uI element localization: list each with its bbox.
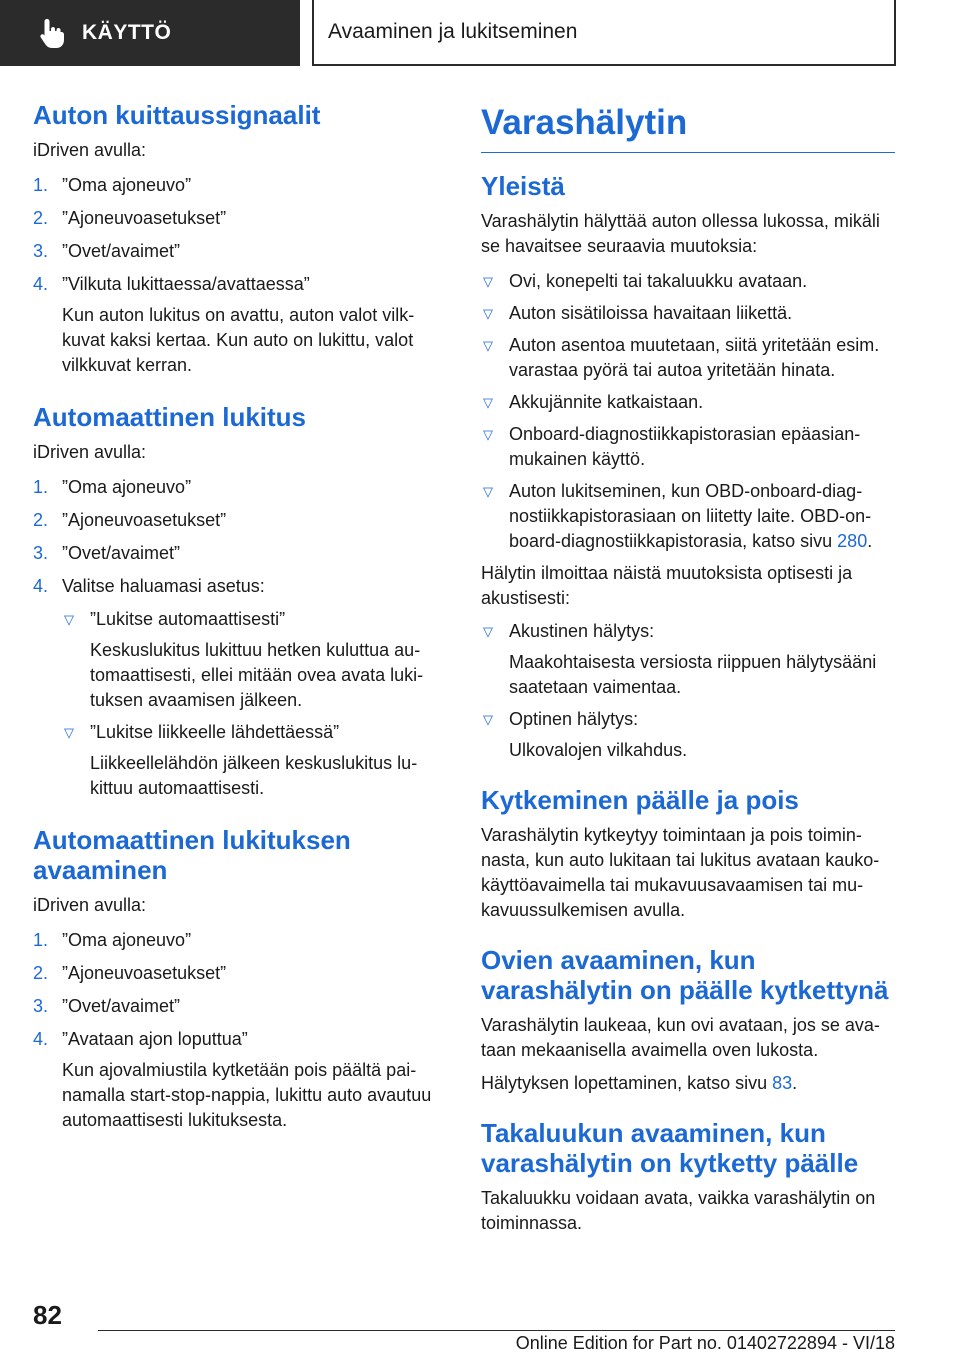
list-item	[481, 301, 895, 326]
step-text: ”Ajoneuvoasetukset”	[62, 963, 227, 983]
item-text: Auton asentoa muutetaan, siitä yritetään esim. varastaa pyörä tai autoa yritetään hinata.	[509, 335, 880, 380]
triangle-bullet-icon: ▽	[64, 612, 74, 627]
heading-takaluukku: Takaluukun avaaminen, kun varashälytin on kytketty päälle	[481, 1118, 859, 1178]
list-item	[481, 479, 895, 554]
triangle-bullet-icon: ▽	[483, 338, 493, 353]
item-detail: Ulkovalojen vilkahdus.	[509, 740, 688, 760]
option-text: ”Lukitse automaattisesti”	[90, 609, 286, 629]
chapter-heading-varashalytin: Varashälytin	[481, 100, 895, 153]
triangle-bullet-icon: ▽	[64, 725, 74, 740]
step-text: ”Vilkuta lukittaessa/avattaessa”	[62, 274, 310, 294]
footer-edition: Online Edition for Part no. 01402722894 - VI/18	[515, 1333, 895, 1353]
step-number: 3.	[33, 241, 49, 261]
triangle-bullet-icon: ▽	[483, 274, 493, 289]
page-link-280[interactable]: 280	[837, 531, 868, 551]
options-list	[62, 607, 443, 801]
list-item	[481, 269, 895, 294]
list-item	[33, 173, 443, 198]
step-text: ”Avataan ajon loputtua”	[62, 1029, 248, 1049]
item-text: Optinen hälytys:	[509, 709, 639, 729]
step-text: ”Oma ajoneuvo”	[62, 477, 192, 497]
step-text: ”Ajoneuvoasetukset”	[62, 510, 227, 530]
step-number: 1.	[33, 175, 49, 195]
triangle-bullet-icon: ▽	[483, 395, 493, 410]
list-item	[62, 607, 443, 713]
heading-ovien-avaaminen: Ovien avaaminen, kun varashälytin on päälle kytkettynä	[481, 945, 889, 1005]
section-tab	[0, 0, 300, 66]
step-number: 3.	[33, 996, 49, 1016]
chapter-header	[312, 0, 896, 66]
step-text: ”Ovet/avaimet”	[62, 996, 181, 1016]
step-text: ”Oma ajoneuvo”	[62, 930, 192, 950]
signals-list	[481, 619, 895, 763]
list-item	[481, 707, 895, 763]
step-text: ”Ajoneuvoasetukset”	[62, 208, 227, 228]
right-column	[481, 100, 895, 1244]
steps-list	[33, 173, 443, 378]
step-number: 1.	[33, 930, 49, 950]
lead-text: iDriven avulla:	[33, 140, 147, 160]
body-text: Varashälytin laukeaa, kun ovi avataan, jos se avataan mekaanisella avaimella oven lukosta.	[481, 1015, 880, 1060]
step-number: 2.	[33, 208, 49, 228]
step-text: ”Oma ajoneuvo”	[62, 175, 192, 195]
list-item	[62, 720, 443, 801]
step-detail: Kun ajovalmiustila kytketään pois päältä painamalla start-stop-nappia, lukittu auto avautuu automaattisesti lukituksesta.	[62, 1060, 432, 1130]
list-item	[33, 961, 443, 986]
steps-list	[33, 928, 443, 1133]
step-text: ”Ovet/avaimet”	[62, 241, 181, 261]
item-text: Auton lukitseminen, kun OBD-onboard-diagnostiikkapistorasiaan on liitetty laite. OBD-onboard-diagnostiikkapistorasia, katso sivu	[509, 481, 872, 551]
step-number: 1.	[33, 477, 49, 497]
list-item	[33, 994, 443, 1019]
list-item	[33, 272, 443, 378]
heading-automaattinen-avaaminen: Automaattinen lukituksen avaaminen	[33, 825, 351, 885]
list-item	[33, 541, 443, 566]
body-text: Hälytin ilmoittaa näistä muutoksista optisesti ja akustisesti:	[481, 563, 853, 608]
step-number: 3.	[33, 543, 49, 563]
step-detail: Kun auton lukitus on avattu, auton valot vilkkuvat kaksi kertaa. Kun auto on lukittu, valot vilkkuvat kerran.	[62, 305, 415, 375]
body-text: Takaluukku voidaan avata, vaikka varashälytin on toiminnassa.	[481, 1188, 876, 1233]
heading-yleista: Yleistä	[481, 171, 565, 201]
lead-text: Varashälytin hälyttää auton ollessa lukossa, mikäli se havaitsee seuraavia muutoksia:	[481, 211, 880, 256]
body-text-ref	[481, 1071, 895, 1096]
heading-kuittaussignaalit: Auton kuittaussignaalit	[33, 100, 321, 130]
hand-pointer-icon	[38, 17, 66, 49]
item-text: Akustinen hälytys:	[509, 621, 655, 641]
step-number: 4.	[33, 274, 49, 294]
option-detail: Keskuslukitus lukittuu hetken kuluttua automaattisesti, ellei mitään ovea avata lukituksen avaamisen jälkeen.	[90, 640, 424, 710]
steps-list	[33, 475, 443, 801]
list-item	[481, 333, 895, 383]
list-item	[33, 475, 443, 500]
list-item	[33, 508, 443, 533]
item-text: Ovi, konepelti tai takaluukku avataan.	[509, 271, 808, 291]
ref-text-end: .	[792, 1073, 798, 1093]
option-text: ”Lukitse liikkeelle lähdettäessä”	[90, 722, 340, 742]
section-label: KÄYTTÖ	[82, 21, 172, 44]
step-number: 2.	[33, 510, 49, 530]
list-item	[33, 574, 443, 801]
list-item	[481, 619, 895, 700]
triangle-bullet-icon: ▽	[483, 427, 493, 442]
item-detail: Maakohtaisesta versiosta riippuen hälytysääni saatetaan vaimentaa.	[509, 652, 877, 697]
list-item	[33, 206, 443, 231]
triangle-bullet-icon: ▽	[483, 484, 493, 499]
step-text: ”Ovet/avaimet”	[62, 543, 181, 563]
ref-text: Hälytyksen lopettaminen, katso sivu	[481, 1073, 773, 1093]
list-item	[33, 239, 443, 264]
heading-automaattinen-lukitus: Automaattinen lukitus	[33, 402, 307, 432]
list-item	[33, 928, 443, 953]
item-text-end: .	[867, 531, 873, 551]
lead-text: iDriven avulla:	[33, 895, 147, 915]
page-number: 82	[33, 1300, 62, 1330]
triangle-bullet-icon: ▽	[483, 712, 493, 727]
item-text: Akkujännite katkaistaan.	[509, 392, 704, 412]
changes-list	[481, 269, 895, 554]
triangle-bullet-icon: ▽	[483, 306, 493, 321]
step-number: 4.	[33, 1029, 49, 1049]
step-number: 2.	[33, 963, 49, 983]
list-item	[33, 1027, 443, 1133]
footer-divider	[98, 1330, 895, 1331]
heading-kytkeminen: Kytkeminen päälle ja pois	[481, 785, 799, 815]
option-detail: Liikkeellelähdön jälkeen keskuslukitus lukittuu automaattisesti.	[90, 753, 418, 798]
chapter-title: Avaaminen ja lukitseminen	[328, 20, 578, 43]
body-text: Varashälytin kytkeytyy toimintaan ja pois toiminnasta, kun auto lukitaan tai lukitus avataan kaukokäyttöavaimella tai mukavuusavaamisen tai mukavuussulkemisen avulla.	[481, 825, 880, 920]
list-item	[481, 390, 895, 415]
lead-text: iDriven avulla:	[33, 442, 147, 462]
step-text: Valitse haluamasi asetus:	[62, 576, 265, 596]
item-text: Onboard-diagnostiikkapistorasian epäasianmukainen käyttö.	[509, 424, 861, 469]
list-item	[481, 422, 895, 472]
left-column	[33, 100, 443, 1141]
page-link-83[interactable]: 83	[772, 1073, 793, 1093]
item-text: Auton sisätiloissa havaitaan liikettä.	[509, 303, 793, 323]
step-number: 4.	[33, 576, 49, 596]
triangle-bullet-icon: ▽	[483, 624, 493, 639]
